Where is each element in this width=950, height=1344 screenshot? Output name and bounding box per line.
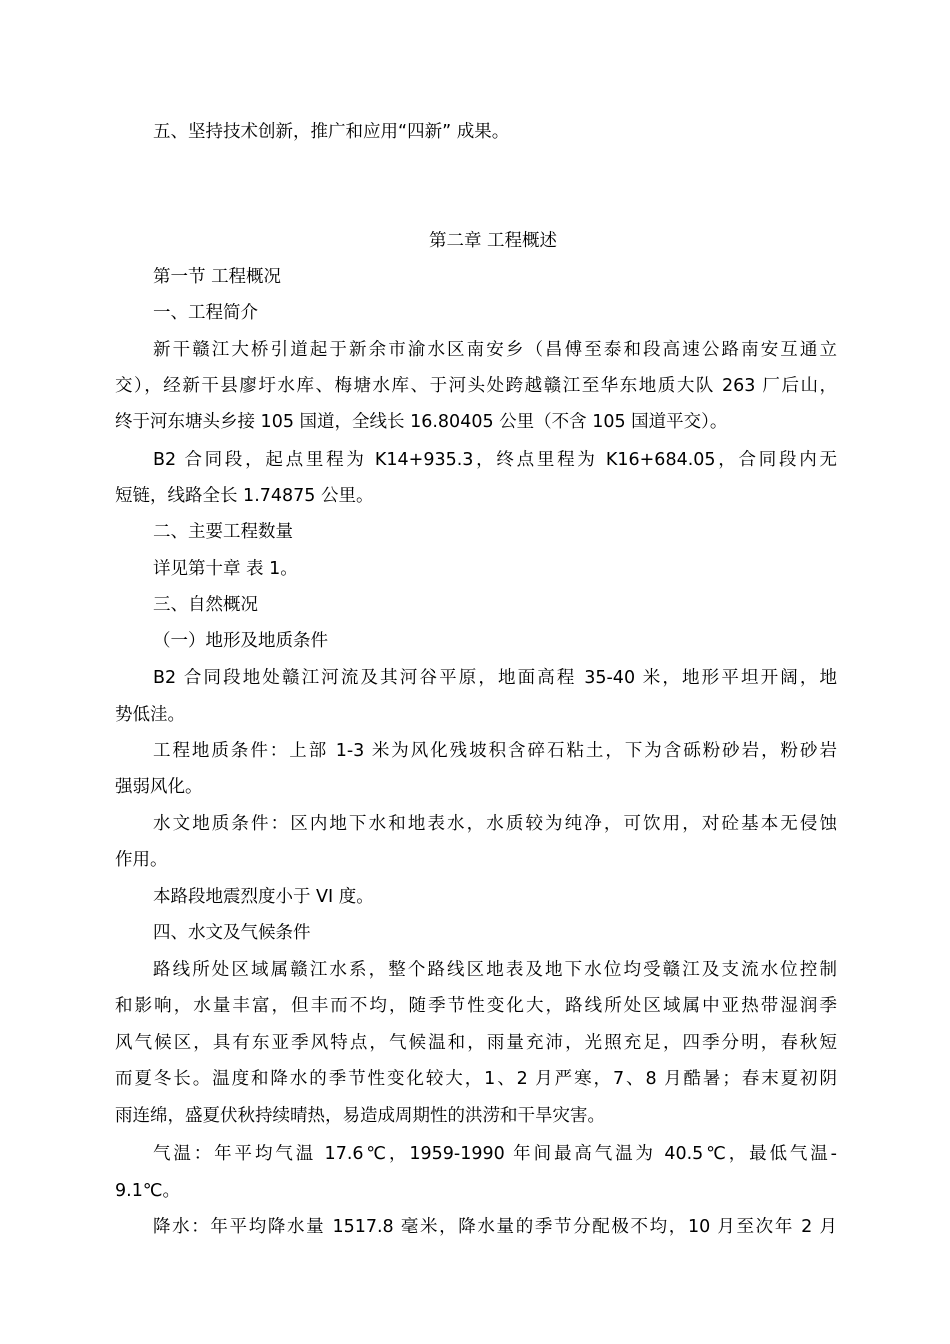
paragraph-line: B2 合同段地处赣江河流及其河谷平原，地面高程 35-40 米，地形平坦开阔，地 — [153, 668, 837, 688]
heading-overview: 一、工程简介 — [153, 303, 258, 323]
heading-quantity: 二、主要工程数量 — [153, 522, 293, 542]
paragraph-line: 水文地质条件：区内地下水和地表水，水质较为纯净，可饮用，对砼基本无侵蚀 — [153, 814, 837, 834]
heading-climate: 四、水文及气候条件 — [153, 923, 311, 943]
paragraph-line: 工程地质条件：上部 1-3 米为风化残坡积含碎石粘土，下为含砾粉砂岩，粉砂岩 — [153, 741, 837, 761]
paragraph-line: 本路段地震烈度小于 VI 度。 — [153, 887, 374, 907]
paragraph-line: 终于河东塘头乡接 105 国道，全线长 16.80405 公里（不含 105 国道平交）。 — [115, 412, 728, 432]
paragraph-line: 降水：年平均降水量 1517.8 毫米，降水量的季节分配极不均，10 月至次年 2 月 — [153, 1217, 837, 1237]
section-title: 第一节 工程概况 — [153, 267, 282, 287]
paragraph-line: 气温：年平均气温 17.6℃，1959-1990 年间最高气温为 40.5℃，最低气温- — [153, 1144, 837, 1164]
paragraph-line: 交），经新干县廖圩水库、梅塘水库、于河头处跨越赣江至华东地质大队 263 厂后山， — [115, 376, 837, 396]
paragraph-line: 详见第十章 表 1。 — [153, 559, 298, 579]
paragraph-line: 短链，线路全长 1.74875 公里。 — [115, 486, 374, 506]
paragraph-line: B2 合同段，起点里程为 K14+935.3，终点里程为 K16+684.05，合同段内无 — [153, 450, 837, 470]
paragraph-line: 而夏冬长。温度和降水的季节性变化较大，1、2 月严寒，7、8 月酷暑；春末夏初阴 — [115, 1069, 837, 1089]
paragraph-line: 9.1℃。 — [115, 1181, 180, 1201]
paragraph-line: 风气候区，具有东亚季风特点，气候温和，雨量充沛，光照充足，四季分明，春秋短 — [115, 1033, 837, 1053]
intro-line: 五、坚持技术创新，推广和应用“四新” 成果。 — [153, 122, 510, 142]
paragraph-line: 路线所处区域属赣江水系，整个路线区地表及地下水位均受赣江及支流水位控制 — [153, 960, 837, 980]
paragraph-line: 作用。 — [115, 850, 168, 870]
paragraph-line: 新干赣江大桥引道起于新余市渝水区南安乡（昌傅至泰和段高速公路南安互通立 — [153, 340, 837, 360]
paragraph-line: 雨连绵，盛夏伏秋持续晴热，易造成周期性的洪涝和干旱灾害。 — [115, 1106, 605, 1126]
paragraph-line: 势低洼。 — [115, 705, 185, 725]
paragraph-line: 强弱风化。 — [115, 777, 203, 797]
heading-terrain: （一）地形及地质条件 — [153, 631, 328, 651]
heading-nature: 三、自然概况 — [153, 595, 258, 615]
chapter-title: 第二章 工程概述 — [428, 231, 558, 251]
paragraph-line: 和影响，水量丰富，但丰而不均，随季节性变化大，路线所处区域属中亚热带湿润季 — [115, 996, 837, 1016]
